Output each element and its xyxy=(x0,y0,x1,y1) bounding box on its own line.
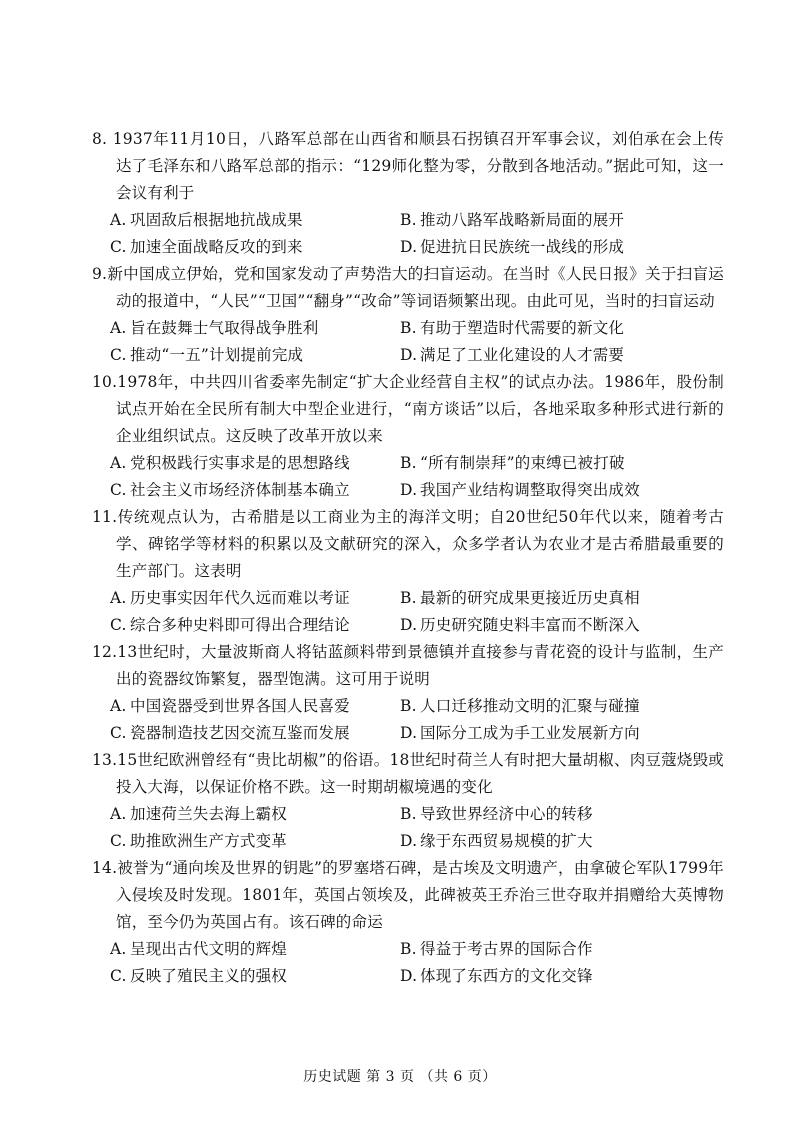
option-b: B. 有助于塑造时代需要的新文化 xyxy=(400,319,625,337)
option-b: B. 得益于考古界的国际合作 xyxy=(400,940,593,958)
question-9 xyxy=(92,261,724,369)
question-number: 14. xyxy=(92,859,118,877)
option-a: A. 呈现出古代文明的辉煌 xyxy=(110,940,288,958)
question-stem xyxy=(92,855,724,936)
question-list xyxy=(92,126,724,990)
question-8 xyxy=(92,126,724,261)
question-text: 新中国成立伊始，党和国家发动了声势浩大的扫盲运动。在当时《人民日报》关于扫盲运动的报道中，“人民”“卫国”“翻身”“改命”等词语频繁出现。由此可见，当时的扫盲运动 xyxy=(107,265,724,310)
question-number: 8. xyxy=(92,130,108,148)
answer-options xyxy=(92,936,724,990)
answer-options xyxy=(92,585,724,639)
answer-options xyxy=(92,801,724,855)
option-c: C. 推动“一五”计划提前完成 xyxy=(110,346,304,364)
option-b: B. 人口迁移推动文明的汇聚与碰撞 xyxy=(400,697,640,715)
option-c: C. 社会主义市场经济体制基本确立 xyxy=(110,481,350,499)
question-stem xyxy=(92,504,724,585)
answer-options xyxy=(92,315,724,369)
option-c: C. 加速全面战略反攻的到来 xyxy=(110,238,303,256)
option-b: B. 导致世界经济中心的转移 xyxy=(400,805,593,823)
option-a: A. 党积极践行实事求是的思想路线 xyxy=(110,454,350,472)
option-d: D. 满足了工业化建设的人才需要 xyxy=(400,346,625,364)
question-text: 15世纪欧洲曾经有“贵比胡椒”的俗语。18世纪时荷兰人有时把大量胡椒、肉豆蔻烧毁或投入大海，以保证价格不跌。这一时期胡椒境遇的变化 xyxy=(116,751,724,796)
option-b: B. 最新的研究成果更接近历史真相 xyxy=(400,589,640,607)
question-stem xyxy=(92,369,724,450)
question-text: 传统观点认为，古希腊是以工商业为主的海洋文明；自20世纪50年代以来，随着考古学、碑铭学等材料的积累以及文献研究的深入，众多学者认为农业才是古希腊最重要的生产部门。这表明 xyxy=(116,508,724,580)
option-d: D. 历史研究随史料丰富而不断深入 xyxy=(400,616,640,634)
question-text: 1978年，中共四川省委率先制定“扩大企业经营自主权”的试点办法。1986年，股份制试点开始在全民所有制大中型企业进行，“南方谈话”以后，各地采取多种形式进行新的企业组织试点。这反映了改革开放以来 xyxy=(116,373,724,445)
option-a: A. 旨在鼓舞士气取得战争胜利 xyxy=(110,319,319,337)
page-footer: 历史试题 第 3 页 （共 6 页） xyxy=(303,1069,497,1085)
option-d: D. 促进抗日民族统一战线的形成 xyxy=(400,238,625,256)
answer-options xyxy=(92,450,724,504)
answer-options xyxy=(92,693,724,747)
option-c: C. 助推欧洲生产方式变革 xyxy=(110,832,288,850)
question-11 xyxy=(92,504,724,639)
option-a: A. 中国瓷器受到世界各国人民喜爱 xyxy=(110,697,350,715)
option-c: C. 综合多种史料即可得出合理结论 xyxy=(110,616,350,634)
option-d: D. 国际分工成为手工业发展新方向 xyxy=(400,724,640,742)
question-stem xyxy=(92,639,724,693)
option-b: B. “所有制崇拜”的束缚已被打破 xyxy=(400,454,625,472)
question-10 xyxy=(92,369,724,504)
option-d: D. 体现了东西方的文化交锋 xyxy=(400,967,593,985)
option-a: A. 巩固敌后根据地抗战成果 xyxy=(110,211,303,229)
question-12 xyxy=(92,639,724,747)
option-d: D. 我国产业结构调整取得突出成效 xyxy=(400,481,640,499)
question-text: 1937年11月10日，八路军总部在山西省和顺县石拐镇召开军事会议，刘伯承在会上传达了毛泽东和八路军总部的指示：“129师化整为零，分散到各地活动。”据此可知，这一会议有利于 xyxy=(112,130,724,202)
option-d: D. 缘于东西贸易规模的扩大 xyxy=(400,832,593,850)
question-text: 13世纪时，大量波斯商人将钴蓝颜料带到景德镇并直接参与青花瓷的设计与监制，生产出的瓷器纹饰繁复，器型饱满。这可用于说明 xyxy=(116,643,724,688)
question-text: 被誉为“通向埃及世界的钥匙”的罗塞塔石碑，是古埃及文明遗产，由拿破仑军队1799年入侵埃及时发现。1801年，英国占领埃及，此碑被英王乔治三世夺取并捐赠给大英博物馆，至今仍为英国占有。该石碑的命运 xyxy=(116,859,724,931)
question-number: 11. xyxy=(92,508,118,526)
option-a: A. 加速荷兰失去海上霸权 xyxy=(110,805,288,823)
question-stem xyxy=(92,747,724,801)
question-13 xyxy=(92,747,724,855)
question-stem xyxy=(92,261,724,315)
option-a: A. 历史事实因年代久远而难以考证 xyxy=(110,589,350,607)
question-number: 9. xyxy=(92,265,108,283)
question-number: 13. xyxy=(92,751,118,769)
question-number: 10. xyxy=(92,373,118,391)
question-stem xyxy=(92,126,724,207)
answer-options xyxy=(92,207,724,261)
option-b: B. 推动八路军战略新局面的展开 xyxy=(400,211,625,229)
option-c: C. 反映了殖民主义的强权 xyxy=(110,967,288,985)
option-c: C. 瓷器制造技艺因交流互鉴而发展 xyxy=(110,724,350,742)
question-14 xyxy=(92,855,724,990)
question-number: 12. xyxy=(92,643,118,661)
